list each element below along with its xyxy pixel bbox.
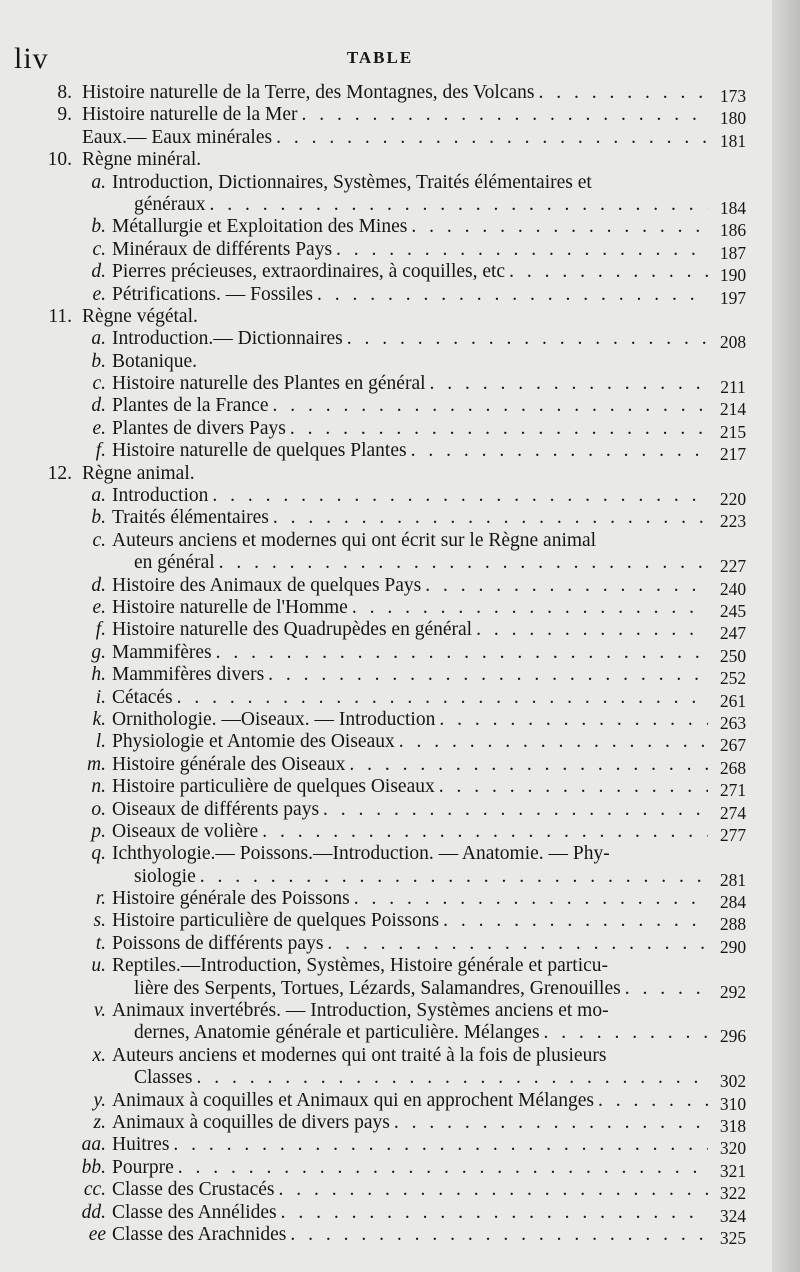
entry-text: Classe des Annélides bbox=[112, 1201, 277, 1223]
page-reference: 211 bbox=[720, 377, 746, 398]
toc-line bbox=[0, 664, 800, 689]
page-reference: 214 bbox=[719, 399, 747, 420]
dot-leader bbox=[290, 418, 708, 440]
entry-title bbox=[112, 754, 708, 776]
dot-leader bbox=[197, 1067, 709, 1089]
page-reference: 318 bbox=[719, 1115, 747, 1136]
entry-title bbox=[112, 664, 708, 686]
section-number: 9. bbox=[57, 104, 72, 126]
entry-title bbox=[112, 709, 708, 731]
subsection-letter: x. bbox=[92, 1044, 106, 1066]
toc-line bbox=[0, 194, 800, 216]
toc-line bbox=[0, 1112, 800, 1134]
page-reference: 261 bbox=[719, 690, 747, 711]
page-reference: 250 bbox=[719, 645, 747, 666]
dot-leader bbox=[509, 261, 708, 283]
dot-leader bbox=[425, 575, 708, 597]
subsection-letter: p. bbox=[91, 820, 106, 842]
dot-leader bbox=[394, 1112, 708, 1134]
toc-line bbox=[0, 104, 800, 129]
page-reference: 302 bbox=[719, 1071, 747, 1092]
toc-line bbox=[0, 687, 800, 709]
toc-line bbox=[0, 440, 800, 465]
entry-title bbox=[112, 261, 708, 283]
subsection-letter: m. bbox=[87, 753, 106, 775]
subsection-letter: u. bbox=[91, 955, 106, 977]
entry-title bbox=[112, 1090, 708, 1112]
page-reference: 288 bbox=[719, 914, 747, 935]
entry-text: Oiseaux de différents pays bbox=[112, 798, 320, 820]
page-reference: 263 bbox=[719, 712, 747, 733]
toc-line bbox=[0, 373, 800, 398]
entry-text: Histoire particulière de quelques Oiseaux bbox=[112, 776, 435, 798]
page-reference: 322 bbox=[719, 1183, 747, 1204]
entry-text: Ichthyologie.— Poissons.—Introduction. — Anatomie. — Phy- bbox=[112, 843, 610, 865]
toc-line bbox=[0, 261, 800, 286]
dot-leader bbox=[411, 440, 708, 462]
entry-text: Pétrifications. — Fossiles bbox=[112, 283, 313, 305]
subsection-letter: t. bbox=[95, 932, 106, 954]
dot-leader bbox=[278, 1179, 708, 1201]
entry-title bbox=[134, 1067, 708, 1089]
entry-title bbox=[112, 642, 708, 664]
entry-text: Pierres précieuses, extraordinaires, à coquilles, etc bbox=[112, 261, 506, 283]
subsection-letter: d. bbox=[91, 395, 106, 417]
entry-title bbox=[112, 507, 708, 529]
toc-line bbox=[0, 1224, 800, 1246]
toc-line bbox=[0, 216, 800, 241]
entry-title bbox=[134, 552, 708, 574]
entry-title bbox=[112, 799, 708, 821]
entry-text: Plantes de divers Pays bbox=[112, 417, 286, 439]
toc-line bbox=[0, 1202, 800, 1224]
dot-leader bbox=[178, 1157, 708, 1179]
toc-line bbox=[0, 955, 800, 977]
toc-line bbox=[0, 530, 800, 552]
entry-title bbox=[112, 1179, 708, 1201]
entry-title bbox=[112, 1134, 708, 1156]
entry-title bbox=[112, 351, 197, 373]
page-reference: 245 bbox=[719, 600, 747, 621]
page-reference: 277 bbox=[719, 824, 747, 845]
entry-title bbox=[112, 933, 708, 955]
page-reference: 284 bbox=[719, 892, 747, 913]
entry-title bbox=[82, 127, 708, 149]
entry-text: Histoire naturelle de la Terre, des Montagnes, des Volcans bbox=[82, 82, 535, 103]
dot-leader bbox=[290, 1224, 708, 1246]
page-reference: 292 bbox=[719, 981, 747, 1002]
toc-line bbox=[0, 575, 800, 597]
toc-line bbox=[0, 597, 800, 619]
subsection-letter: d. bbox=[91, 261, 106, 283]
dot-leader bbox=[327, 933, 708, 955]
toc-line bbox=[0, 888, 800, 913]
entry-title bbox=[112, 395, 708, 417]
dot-leader bbox=[439, 776, 708, 798]
toc-line bbox=[0, 418, 800, 440]
page-reference: 290 bbox=[719, 936, 747, 957]
dot-leader bbox=[209, 194, 708, 216]
entry-text: en général bbox=[134, 552, 215, 574]
dot-leader bbox=[439, 709, 708, 731]
entry-text: Règne minéral. bbox=[82, 149, 202, 171]
dot-leader bbox=[262, 821, 708, 843]
page-reference: 223 bbox=[719, 511, 747, 532]
dot-leader bbox=[281, 1202, 708, 1224]
page-reference: 217 bbox=[719, 444, 747, 465]
toc-line bbox=[0, 1067, 800, 1092]
dot-leader bbox=[399, 731, 708, 753]
dot-leader bbox=[302, 104, 709, 126]
dot-leader bbox=[354, 888, 708, 910]
subsection-letter: f. bbox=[95, 619, 106, 641]
page-reference: 197 bbox=[719, 287, 747, 308]
dot-leader bbox=[273, 507, 708, 529]
entry-text: Classe des Crustacés bbox=[112, 1179, 275, 1201]
page-reference: 190 bbox=[719, 265, 747, 286]
toc-line bbox=[0, 978, 800, 1000]
subsection-letter: z. bbox=[93, 1111, 106, 1133]
entry-text: Traités élémentaires bbox=[112, 507, 269, 529]
page-reference: 274 bbox=[719, 802, 747, 823]
entry-title bbox=[112, 239, 708, 261]
subsection-letter: c. bbox=[92, 373, 106, 395]
toc-line bbox=[0, 306, 800, 328]
entry-text: généraux bbox=[134, 193, 206, 215]
entry-title bbox=[112, 619, 708, 641]
entry-text: lière des Serpents, Tortues, Lézards, Salamandres, Grenouilles bbox=[134, 977, 621, 999]
page-number: liv bbox=[14, 42, 49, 75]
toc-line bbox=[0, 395, 800, 420]
entry-text: Auteurs anciens et modernes qui ont écrit sur le Règne animal bbox=[112, 529, 597, 551]
entry-title bbox=[112, 910, 708, 932]
entry-text: Huitres bbox=[112, 1134, 170, 1156]
entry-text: Mammifères bbox=[112, 641, 212, 663]
entry-title bbox=[112, 1157, 708, 1179]
toc-line bbox=[0, 1134, 800, 1159]
subsection-letter: e. bbox=[92, 283, 106, 305]
page-reference: 267 bbox=[719, 735, 747, 756]
entry-title bbox=[112, 687, 708, 709]
entry-text: Oiseaux de volière bbox=[112, 820, 259, 842]
entry-title bbox=[112, 888, 708, 910]
toc-line bbox=[0, 1045, 800, 1067]
dot-leader bbox=[443, 910, 708, 932]
subsection-letter: v. bbox=[93, 1000, 106, 1022]
dot-leader bbox=[219, 552, 708, 574]
toc-line bbox=[0, 933, 800, 955]
dot-leader bbox=[177, 687, 708, 709]
entry-title bbox=[112, 843, 610, 865]
subsection-letter: b. bbox=[91, 216, 106, 238]
entry-title bbox=[112, 284, 708, 306]
page-reference: 325 bbox=[719, 1227, 747, 1248]
entry-text: Histoire naturelle des Plantes en général bbox=[112, 373, 426, 395]
running-title: TABLE bbox=[346, 48, 414, 67]
section-number: 8. bbox=[57, 82, 72, 103]
toc-line bbox=[0, 351, 800, 373]
toc-line bbox=[0, 731, 800, 756]
subsection-letter: ee bbox=[88, 1223, 106, 1245]
toc-line bbox=[0, 463, 800, 485]
entry-title bbox=[112, 440, 708, 462]
entry-text: Botanique. bbox=[112, 350, 198, 372]
subsection-letter: g. bbox=[91, 641, 106, 663]
entry-text: Minéraux de différents Pays bbox=[112, 238, 333, 260]
entry-text: Histoire particulière de quelques Poissons bbox=[112, 910, 440, 932]
page-reference: 320 bbox=[719, 1138, 747, 1159]
page-reference: 310 bbox=[719, 1093, 747, 1114]
dot-leader bbox=[273, 395, 709, 417]
page-reference: 281 bbox=[719, 869, 747, 890]
subsection-letter: b. bbox=[91, 350, 106, 372]
dot-leader bbox=[268, 664, 708, 686]
entry-title bbox=[134, 866, 708, 888]
toc-line bbox=[0, 709, 800, 731]
dot-leader bbox=[347, 328, 708, 350]
entry-text: Pourpre bbox=[112, 1156, 174, 1178]
subsection-letter: i. bbox=[95, 686, 106, 708]
dot-leader bbox=[476, 619, 708, 641]
entry-text: Règne végétal. bbox=[82, 305, 198, 327]
entry-title bbox=[112, 1202, 708, 1224]
entry-text: Histoire générale des Oiseaux bbox=[112, 753, 346, 775]
entry-title bbox=[134, 978, 708, 1000]
toc-line bbox=[0, 1090, 800, 1112]
subsection-letter: bb. bbox=[81, 1156, 106, 1178]
page-reference: 227 bbox=[719, 556, 747, 577]
subsection-letter: h. bbox=[91, 664, 106, 686]
entry-title bbox=[134, 1022, 708, 1044]
table-of-contents bbox=[0, 82, 800, 1246]
subsection-letter: c. bbox=[92, 238, 106, 260]
subsection-letter: o. bbox=[91, 798, 106, 820]
entry-text: Cétacés bbox=[112, 686, 173, 708]
entry-text: Histoire naturelle de l'Homme bbox=[112, 596, 348, 618]
toc-line bbox=[0, 821, 800, 843]
entry-title bbox=[112, 373, 708, 395]
entry-text: Classes bbox=[134, 1067, 193, 1089]
entry-text: Physiologie et Antomie des Oiseaux bbox=[112, 731, 395, 753]
dot-leader bbox=[173, 1134, 708, 1156]
toc-line bbox=[0, 552, 800, 577]
dot-leader bbox=[336, 239, 708, 261]
entry-title bbox=[112, 172, 592, 194]
entry-text: Animaux à coquilles et Animaux qui en approchent Mélanges bbox=[112, 1089, 594, 1111]
page-reference: 173 bbox=[719, 86, 747, 106]
subsection-letter: dd. bbox=[81, 1201, 106, 1223]
subsection-letter: b. bbox=[91, 507, 106, 529]
dot-leader bbox=[212, 485, 708, 507]
dot-leader bbox=[625, 978, 708, 1000]
entry-text: dernes, Anatomie générale et particulière. Mélanges bbox=[134, 1022, 540, 1044]
page-reference: 240 bbox=[719, 578, 747, 599]
entry-title bbox=[112, 485, 708, 507]
page-reference: 181 bbox=[719, 130, 747, 151]
entry-title bbox=[112, 328, 708, 350]
page-reference: 208 bbox=[719, 332, 747, 353]
toc-line bbox=[0, 1179, 800, 1204]
toc-line bbox=[0, 1000, 800, 1022]
page-reference: 271 bbox=[719, 780, 747, 801]
entry-title bbox=[82, 149, 201, 171]
entry-text: Ornithologie. —Oiseaux. — Introduction bbox=[112, 708, 436, 730]
subsection-letter: r. bbox=[95, 888, 106, 910]
toc-line bbox=[0, 149, 800, 171]
dot-leader bbox=[430, 373, 708, 395]
toc-line bbox=[0, 843, 800, 865]
toc-line bbox=[0, 82, 800, 104]
entry-title bbox=[112, 1224, 708, 1246]
toc-line bbox=[0, 507, 800, 532]
page-reference: 220 bbox=[719, 489, 747, 510]
entry-text: Métallurgie et Exploitation des Mines bbox=[112, 216, 408, 238]
entry-title bbox=[112, 821, 708, 843]
dot-leader bbox=[216, 642, 708, 664]
subsection-letter: e. bbox=[92, 596, 106, 618]
toc-line bbox=[0, 754, 800, 776]
entry-text: Règne animal. bbox=[82, 462, 195, 484]
subsection-letter: c. bbox=[92, 529, 106, 551]
entry-text: Animaux invertébrés. — Introduction, Systèmes anciens et mo- bbox=[112, 1000, 609, 1022]
entry-title bbox=[134, 194, 708, 216]
dot-leader bbox=[317, 284, 708, 306]
toc-line bbox=[0, 866, 800, 888]
section-number: 12. bbox=[47, 462, 72, 484]
entry-title bbox=[112, 1112, 708, 1134]
subsection-letter: q. bbox=[91, 843, 106, 865]
subsection-letter: aa. bbox=[81, 1134, 106, 1156]
dot-leader bbox=[276, 127, 708, 149]
page-reference: 215 bbox=[719, 421, 747, 442]
entry-title bbox=[82, 104, 708, 126]
entry-text: Histoire naturelle de la Mer bbox=[82, 104, 298, 126]
entry-title bbox=[82, 82, 708, 104]
subsection-letter: e. bbox=[92, 417, 106, 439]
entry-text: Histoire des Animaux de quelques Pays bbox=[112, 574, 422, 596]
toc-line bbox=[0, 776, 800, 801]
dot-leader bbox=[544, 1022, 708, 1044]
subsection-letter: n. bbox=[91, 776, 106, 798]
entry-title bbox=[112, 955, 608, 977]
toc-line bbox=[0, 1157, 800, 1179]
entry-text: Animaux à coquilles de divers pays bbox=[112, 1111, 390, 1133]
dot-leader bbox=[598, 1090, 708, 1112]
toc-line bbox=[0, 127, 800, 149]
toc-line bbox=[0, 485, 800, 510]
entry-text: siologie bbox=[134, 865, 196, 887]
toc-line bbox=[0, 328, 800, 353]
dot-leader bbox=[349, 754, 708, 776]
subsection-letter: d. bbox=[91, 574, 106, 596]
entry-text: Introduction bbox=[112, 485, 209, 507]
entry-text: Introduction, Dictionnaires, Systèmes, Traités élémentaires et bbox=[112, 171, 592, 193]
entry-title bbox=[112, 216, 708, 238]
entry-text: Histoire générale des Poissons bbox=[112, 888, 350, 910]
entry-text: Eaux.— Eaux minérales bbox=[82, 126, 273, 148]
entry-text: Histoire naturelle des Quadrupèdes en général bbox=[112, 619, 473, 641]
entry-title bbox=[112, 575, 708, 597]
subsection-letter: l. bbox=[95, 731, 106, 753]
toc-line bbox=[0, 910, 800, 935]
subsection-letter: a. bbox=[91, 171, 106, 193]
entry-text: Introduction.— Dictionnaires bbox=[112, 328, 343, 350]
page-reference: 180 bbox=[719, 108, 747, 129]
section-number: 10. bbox=[47, 149, 72, 171]
entry-title bbox=[112, 418, 708, 440]
dot-leader bbox=[323, 799, 708, 821]
entry-text: Histoire naturelle de quelques Plantes bbox=[112, 440, 407, 462]
page-reference: 268 bbox=[719, 757, 747, 778]
subsection-letter: a. bbox=[91, 328, 106, 350]
page-reference: 324 bbox=[719, 1205, 747, 1226]
subsection-letter: cc. bbox=[83, 1179, 106, 1201]
page-reference: 321 bbox=[719, 1160, 747, 1181]
page-reference: 247 bbox=[719, 623, 747, 644]
entry-title bbox=[112, 597, 708, 619]
entry-title bbox=[112, 776, 708, 798]
entry-title bbox=[82, 306, 198, 328]
toc-line bbox=[0, 239, 800, 261]
toc-line bbox=[0, 799, 800, 821]
page-reference: 252 bbox=[719, 668, 747, 689]
entry-text: Reptiles.—Introduction, Systèmes, Histoire générale et particu- bbox=[112, 955, 609, 977]
entry-text: Poissons de différents pays bbox=[112, 932, 324, 954]
section-number: 11. bbox=[48, 305, 72, 327]
page-reference: 184 bbox=[719, 197, 747, 218]
dot-leader bbox=[538, 82, 708, 104]
subsection-letter: a. bbox=[91, 485, 106, 507]
entry-title bbox=[82, 463, 195, 485]
entry-title bbox=[112, 1000, 609, 1022]
entry-title bbox=[112, 530, 596, 552]
page-header bbox=[0, 42, 800, 82]
dot-leader bbox=[200, 866, 708, 888]
subsection-letter: f. bbox=[95, 440, 106, 462]
toc-line bbox=[0, 1022, 800, 1047]
entry-title bbox=[112, 731, 708, 753]
entry-text: Mammifères divers bbox=[112, 664, 265, 686]
page-reference: 186 bbox=[719, 220, 747, 241]
entry-text: Classe des Arachnides bbox=[112, 1223, 287, 1245]
toc-line bbox=[0, 619, 800, 644]
entry-text: Auteurs anciens et modernes qui ont traité à la fois de plusieurs bbox=[112, 1044, 607, 1066]
subsection-letter: s. bbox=[93, 910, 106, 932]
toc-line bbox=[0, 172, 800, 194]
entry-title bbox=[112, 1045, 606, 1067]
subsection-letter: k. bbox=[92, 708, 106, 730]
page-reference: 187 bbox=[719, 242, 747, 263]
toc-line bbox=[0, 642, 800, 664]
toc-line bbox=[0, 284, 800, 306]
subsection-letter: y. bbox=[93, 1089, 106, 1111]
entry-text: Plantes de la France bbox=[112, 395, 269, 417]
dot-leader bbox=[352, 597, 708, 619]
page-reference: 296 bbox=[719, 1026, 747, 1047]
dot-leader bbox=[411, 216, 708, 238]
